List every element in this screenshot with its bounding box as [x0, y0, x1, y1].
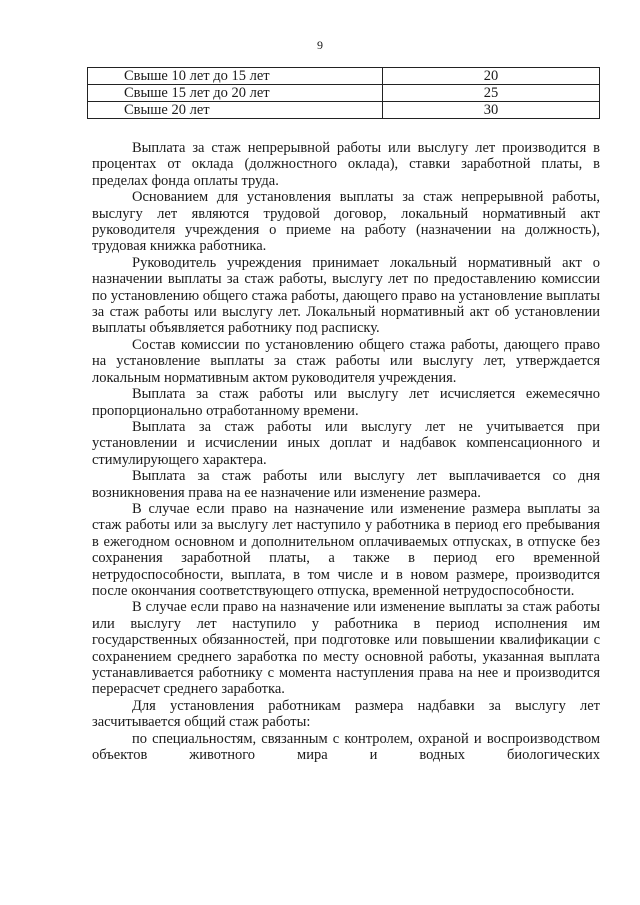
table-row — [88, 85, 600, 102]
table-cell-period: Свыше 15 лет до 20 лет — [88, 85, 383, 102]
table-cell-period: Свыше 10 лет до 15 лет — [88, 68, 383, 85]
table-cell-percent: 20 — [383, 68, 600, 85]
seniority-percent-table — [87, 67, 600, 119]
paragraph: Выплата за стаж непрерывной работы или выслугу лет производится в процентах от оклада (должностного оклада), ставки заработной платы, в пределах фонда оплаты труда. — [92, 140, 600, 189]
paragraph: В случае если право на назначение или изменение размера выплаты за стаж работы или за выслугу лет наступило у работника в период его пребывания в ежегодном основном и дополнительном оплачиваемых отпусках, в отпуске без сохранения заработной платы, а также в период его временной нетрудоспособности, выплата, в том числе и в новом размере, производится после окончания соответствующего отпуска, временной нетрудоспособности. — [92, 500, 600, 599]
table-cell-percent: 25 — [383, 85, 600, 102]
paragraph: Основанием для установления выплаты за стаж непрерывной работы, выслугу лет являются трудовой договор, локальный нормативный акт руководителя учреждения о приеме на работу (назначении на должность), трудовая книжка работника. — [92, 189, 600, 255]
paragraph: Для установления работникам размера надбавки за выслугу лет засчитывается общий стаж работы: — [92, 697, 600, 731]
paragraph: В случае если право на назначение или изменение выплаты за стаж работы или выслугу лет наступило у работника в период исполнения им государственных обязанностей, при подготовке или повышении квалификации с сохранением среднего заработка по месту основной работы, указанная выплата устанавливается работнику с момента наступления права на нее и производится перерасчет среднего заработка. — [92, 599, 600, 698]
document-body — [92, 140, 600, 763]
paragraph: Состав комиссии по установлению общего стажа работы, дающего право на установление выплаты за стаж работы или выслугу лет, утверждается локальным нормативным актом руководителя учреждения. — [92, 336, 600, 386]
paragraph: по специальностям, связанным с контролем, охраной и воспроизводством объектов животного мира и водных биологических — [92, 730, 600, 764]
page-number: 9 — [317, 38, 323, 52]
table-row — [88, 102, 600, 119]
paragraph: Выплата за стаж работы или выслугу лет исчисляется ежемесячно пропорционально отработанному времени. — [92, 386, 600, 419]
table-row — [88, 68, 600, 85]
table-cell-percent: 30 — [383, 102, 600, 119]
paragraph: Руководитель учреждения принимает локальный нормативный акт о назначении выплаты за стаж работы, выслугу лет по предоставлению комиссии по установлению общего стажа работы, дающего право на установление выплаты за стаж работы или выслугу лет. Локальный нормативный акт об установлении выплаты объявляется работнику под расписку. — [92, 254, 600, 337]
table-cell-period: Свыше 20 лет — [88, 102, 383, 119]
paragraph: Выплата за стаж работы или выслугу лет не учитывается при установлении и исчислении иных доплат и надбавок компенсационного и стимулирующего характера. — [92, 418, 600, 468]
paragraph: Выплата за стаж работы или выслугу лет выплачивается со дня возникновения права на ее назначение или изменение размера. — [92, 468, 600, 501]
